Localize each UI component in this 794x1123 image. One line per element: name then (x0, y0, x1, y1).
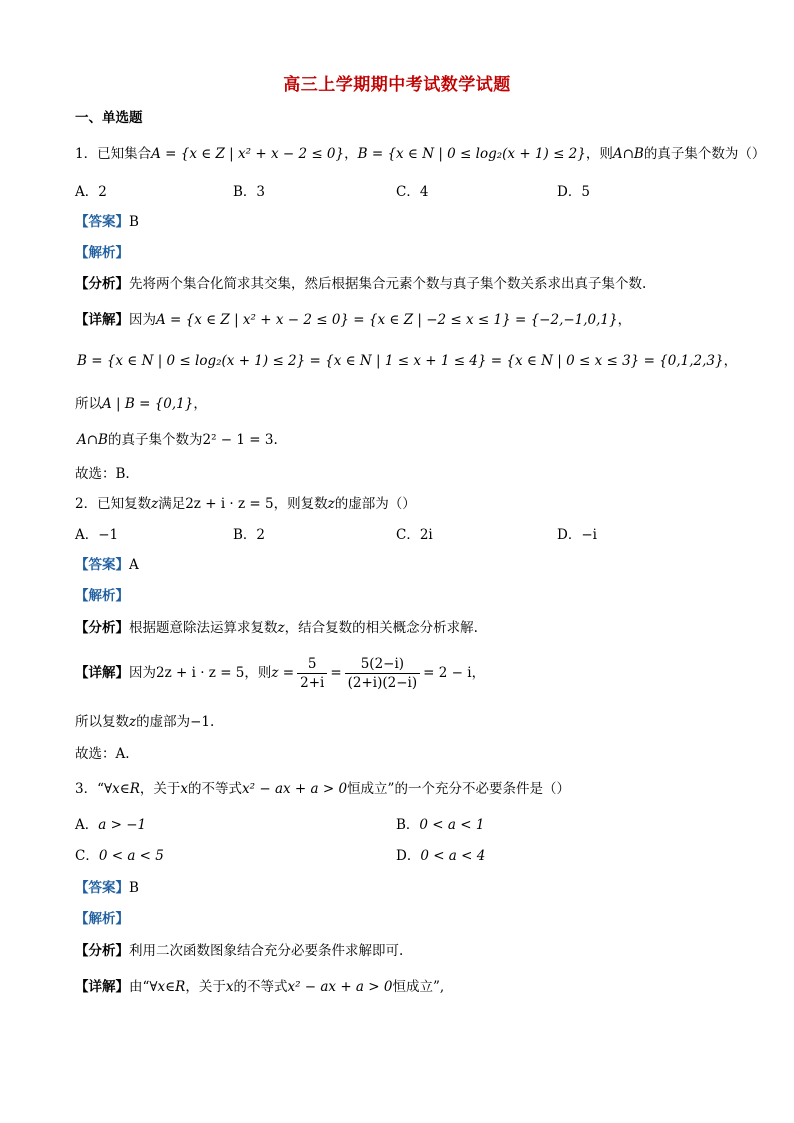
text: 满足 (158, 496, 186, 512)
math-expr: 2z + i · z = 5 (156, 665, 245, 681)
q2-answer (75, 555, 139, 575)
analysis-tag: 【解析】 (75, 588, 129, 604)
text: ，关于 (185, 979, 226, 995)
q3-fenxi (75, 941, 403, 961)
q2-option-d: D．−i (557, 527, 597, 543)
text: ，则复数 (273, 496, 328, 512)
section-heading: 一、单选题 (75, 110, 143, 126)
option-value: 0 < a < 1 (419, 817, 485, 833)
q1-answer (75, 212, 139, 232)
text: 根据题意除法运算求复数 (129, 620, 278, 636)
var-z: z (327, 496, 335, 512)
fenxi-tag: 【分析】 (75, 276, 129, 292)
q2-fenxi (75, 618, 478, 638)
q1-option-b: B．3 (233, 184, 266, 200)
q1-stem (75, 144, 765, 164)
math-expr: B = {x ∈ N | 0 ≤ log₂(x + 1) ≤ 2} = {x ∈ N | 1 ≤ x + 1 ≤ 4} = {x ∈ N | 0 ≤ x ≤ 3} = {0,1,2,3} (77, 353, 724, 369)
fraction-denominator: 2+i (300, 675, 325, 691)
fraction-numerator: 5 (297, 655, 327, 674)
math-expr: 2z + i · z = 5 (185, 496, 274, 512)
q1-set-a: A = {x ∈ Z | x² + x − 2 ≤ 0} (151, 146, 345, 162)
var-x: x (225, 979, 234, 995)
math-expr: A = {x ∈ Z | x² + x − 2 ≤ 0} = {x ∈ Z | −2 ≤ x ≤ 1} = {−2,−1,0,1} (156, 312, 618, 328)
text: −1. (190, 714, 215, 730)
text: 的不等式 (188, 781, 243, 797)
math-expr: x² − ax + a > 0 (242, 781, 348, 797)
answer-value: A (129, 557, 139, 573)
option-value: 0 < a < 5 (98, 848, 164, 864)
fraction-denominator: (2+i)(2−i) (347, 675, 418, 691)
q2-stem (75, 494, 416, 514)
text: ，结合复数的相关概念分析求解. (284, 620, 478, 636)
text: 恒成立”的一个充分不必要条件是（） (347, 781, 570, 797)
text: 的真子集个数为 (107, 432, 203, 448)
option-value: a > −1 (98, 817, 147, 833)
math-expr: 2² − 1 = 3 (202, 432, 274, 448)
text: . (273, 432, 278, 448)
text: ，则 (244, 665, 272, 681)
q2-option-b: B．2 (233, 527, 266, 543)
q3-stem (75, 779, 570, 799)
q2-analysis (75, 586, 129, 606)
xiangjie-tag: 【详解】 (75, 979, 129, 995)
q1-set-b: B = {x ∈ N | 0 ≤ log₂(x + 1) ≤ 2} (357, 146, 586, 162)
text: 所以 (75, 396, 102, 412)
math-expr: z = (271, 665, 295, 681)
answer-tag: 【答案】 (75, 557, 129, 573)
q3-option-c (75, 846, 164, 866)
q1-conclusion: 故选：B. (75, 466, 130, 482)
q3-answer (75, 878, 139, 898)
fenxi-text: 利用二次函数图象结合充分必要条件求解即可. (129, 943, 404, 959)
text: 的虚部为 (136, 714, 191, 730)
q3-option-b (396, 815, 484, 835)
q1-xiangjie-line1 (75, 310, 631, 330)
option-label: C． (75, 848, 99, 864)
fraction-numerator: 5(2−i) (345, 655, 421, 674)
option-label: B． (396, 817, 420, 833)
q1-xiangjie-line2 (77, 351, 737, 371)
option-label: A． (75, 817, 99, 833)
page-title: 高三上学期期中考试数学试题 (283, 75, 511, 95)
q3-option-a (75, 815, 146, 835)
math-expr: ∀x∈R (104, 781, 140, 797)
q1-stem-text: 1．已知集合 (75, 146, 152, 162)
text: 所以复数 (75, 714, 129, 730)
text: 因为 (129, 312, 156, 328)
xiangjie-tag: 【详解】 (75, 665, 129, 681)
q1-expr: A∩B (612, 146, 644, 162)
q1-option-a: A．2 (75, 184, 107, 200)
var-z: z (277, 620, 285, 636)
math-expr: = 2 − i (423, 665, 472, 681)
math-expr: ∀x∈R (149, 979, 186, 995)
answer-tag: 【答案】 (75, 880, 129, 896)
fraction (345, 655, 421, 692)
text: 2．已知复数 (75, 496, 152, 512)
var-z: z (151, 496, 159, 512)
q2-option-c: C．2i (396, 527, 433, 543)
answer-tag: 【答案】 (75, 214, 129, 230)
fraction (297, 655, 327, 692)
q2-conclusion: 故选：A. (75, 746, 130, 762)
q1-fenxi (75, 274, 646, 294)
q2-option-a: A．−1 (75, 527, 119, 543)
text: 恒成立”, (392, 979, 445, 995)
text: 3．“ (75, 781, 104, 797)
math-expr: x² − ax + a > 0 (287, 979, 393, 995)
answer-value: B (129, 880, 139, 896)
q1-option-c: C．4 (396, 184, 429, 200)
text: ， (193, 396, 207, 412)
q1-stem-text: ，则 (585, 146, 613, 162)
text: ，关于 (139, 781, 181, 797)
analysis-tag: 【解析】 (75, 245, 129, 261)
q1-xiangjie-line4 (77, 430, 278, 450)
xiangjie-tag: 【详解】 (75, 312, 129, 328)
q1-xiangjie-line3 (75, 394, 207, 414)
q2-xiangjie-line1: 【详解】因为2z + i · z = 5，则z = $\frac{5}{2+i}$ = $\frac{5(2-i)}{(2+i)(2-i)}$ = 2 − i， (75, 656, 486, 691)
fenxi-tag: 【分析】 (75, 943, 129, 959)
q2-xiangjie-line2 (75, 712, 214, 732)
option-label: D． (396, 848, 421, 864)
q1-analysis (75, 243, 129, 263)
q3-option-d (396, 846, 485, 866)
text: 的虚部为（） (334, 496, 416, 512)
text: ， (617, 312, 632, 328)
q3-analysis (75, 909, 129, 929)
fenxi-tag: 【分析】 (75, 620, 129, 636)
text: ， (471, 665, 486, 681)
var-z: z (129, 714, 137, 730)
text: ， (723, 353, 738, 369)
answer-value: B (129, 214, 139, 230)
text: 因为 (129, 665, 156, 681)
q3-xiangjie-line1 (75, 977, 444, 997)
text: 的不等式 (233, 979, 288, 995)
option-value: 0 < a < 4 (420, 848, 486, 864)
q1-option-d: D．5 (557, 184, 590, 200)
analysis-tag: 【解析】 (75, 911, 129, 927)
var-x: x (180, 781, 189, 797)
math-expr: A | B = {0,1} (102, 396, 194, 412)
fenxi-text: 先将两个集合化简求其交集，然后根据集合元素个数与真子集个数关系求出真子集个数. (129, 276, 647, 292)
q1-comma: ， (344, 146, 358, 162)
math-expr: A∩B (77, 432, 108, 448)
text: 由“ (129, 979, 150, 995)
q1-stem-text: 的真子集个数为（） (643, 146, 766, 162)
